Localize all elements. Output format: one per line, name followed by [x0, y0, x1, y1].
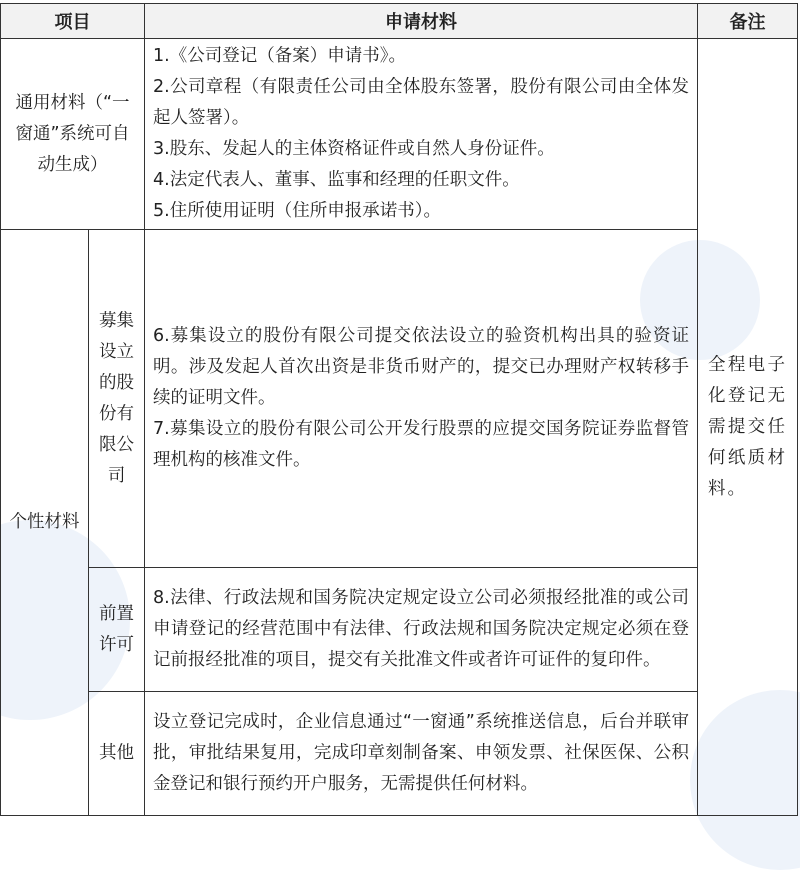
list-item: 3.股东、发起人的主体资格证件或自然人身份证件。 [153, 139, 555, 159]
header-remarks: 备注 [698, 4, 798, 39]
prior-permit-materials-list [145, 568, 698, 692]
list-item: 4.法定代表人、董事、监事和经理的任职文件。 [153, 170, 520, 190]
header-item: 项目 [1, 4, 145, 39]
other-materials-list [145, 692, 698, 816]
list-item: 6.募集设立的股份有限公司提交依法设立的验资机构出具的验资证明。涉及发起人首次出资是非货币财产的，提交已办理财产权转移手续的证明文件。 [153, 326, 689, 408]
list-item: 设立登记完成时，企业信息通过“一窗通”系统推送信息，后台并联审批，审批结果复用，完成印章刻制备案、申领发票、社保医保、公积金登记和银行预约开户服务，无需提供任何材料。 [153, 712, 689, 794]
individual-row-prior-permit [1, 568, 798, 692]
remarks-note: 全程电子化登记无需提交任何纸质材料。 [698, 39, 798, 816]
general-materials-label: 通用材料（“一窗通”系统可自动生成） [1, 39, 145, 230]
list-item: 5.住所使用证明（住所申报承诺书）。 [153, 201, 441, 221]
individual-row-other [1, 692, 798, 816]
individual-row-fundraising [1, 230, 798, 568]
header-row [1, 4, 798, 39]
general-materials-row [1, 39, 798, 230]
general-materials-list [145, 39, 698, 230]
sub-label-other: 其他 [89, 692, 145, 816]
list-item: 7.募集设立的股份有限公司公开发行股票的应提交国务院证券监督管理机构的核准文件。 [153, 419, 689, 470]
list-item: 1.《公司登记（备案）申请书》。 [153, 46, 406, 66]
sub-label-fundraising-company: 募集设立的股份有限公司 [89, 230, 145, 568]
list-item: 8.法律、行政法规和国务院决定规定设立公司必须报经批准的或公司申请登记的经营范围中有法律、行政法规和国务院决定规定必须在登记前报经批准的项目，提交有关批准文件或者许可证件的复印件。 [153, 588, 689, 670]
registration-materials-table [0, 3, 798, 816]
individual-materials-label: 个性材料 [1, 230, 89, 816]
fundraising-materials-list [145, 230, 698, 568]
header-materials: 申请材料 [145, 4, 698, 39]
sub-label-prior-permit: 前置许可 [89, 568, 145, 692]
list-item: 2.公司章程（有限责任公司由全体股东签署，股份有限公司由全体发起人签署）。 [153, 77, 689, 128]
